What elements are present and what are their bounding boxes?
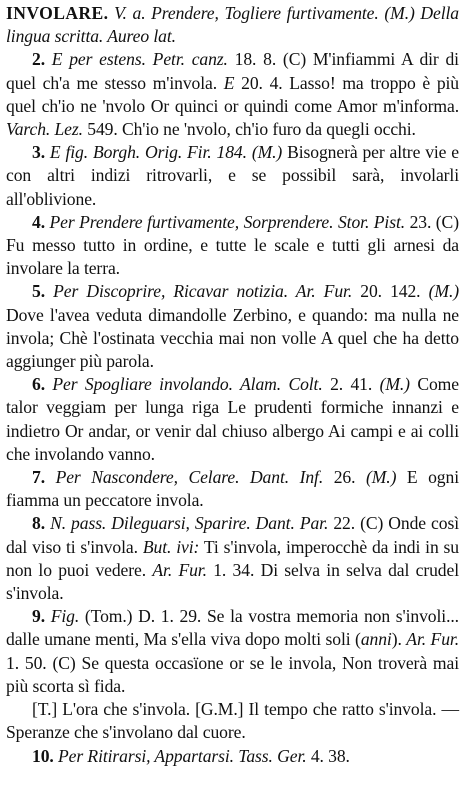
sense-text: E ogni fiamma un peccatore invola. [6, 467, 459, 511]
sense-citation: 26. [333, 467, 356, 488]
note-text: [T.] L'ora che s'invola. [G.M.] Il tempo che ratto s'invola. — Speranze che s'involano dal cuore. [6, 699, 459, 743]
sense-label: E fig. Borgh. Orig. Fir. [49, 142, 212, 163]
sense-label: Per Discoprire, Ricavar notizia. Ar. Fur. [53, 281, 353, 302]
sense-text: Ti s'invola, imperocchè da indi in su non lo puoi vedere. [6, 536, 460, 580]
sense-text: (Tom.) D. 1. 29. Se la vostra memoria non s'involi... dalle umane menti, Ma s'ella viva dopo molti soli ( [6, 606, 459, 650]
sense-7 [6, 466, 459, 512]
sense-text: ). [391, 629, 402, 650]
sense-number: 10. [32, 745, 54, 766]
sense-text: 22. (C) Onde così dal viso ti s'invola. [6, 513, 459, 557]
sense-label: Per Spogliare involando. Alam. Colt. [52, 374, 323, 395]
sense-source: (M.) [428, 281, 459, 302]
headword: INVOLARE. [6, 3, 109, 23]
sense-source: (M.) [379, 374, 410, 395]
sense-citation: But. ivi: [142, 536, 200, 557]
sense-text: Bisognerà per altre vie e con altri indizi ritrovarli, e se possibil sarà, involarli all'oblivione. [6, 142, 459, 209]
sense-citation: E [223, 72, 235, 93]
sense-3 [6, 141, 459, 211]
sense-text: 18. 8. (C) M'infiammi A dir di quel ch'a me stesso m'invola. [6, 49, 459, 93]
sense-source: (M.) [365, 467, 397, 488]
sense-8 [6, 512, 459, 605]
sense-text: Dove l'avea veduta dimandolle Zerbino, e quando: ma nulla ne invola; Chè l'ostinata vecchia mai non volle A quel che ha detto aggiunger più parola. [6, 304, 459, 372]
sense-5 [6, 280, 459, 373]
sense-number: 9. [32, 606, 45, 627]
sense-number: 3. [32, 142, 45, 163]
sense-number: 7. [32, 467, 45, 488]
editor-note [6, 698, 459, 744]
sense-citation: 2. 41. [330, 374, 373, 395]
sense-citation: 184. [216, 142, 247, 163]
sense-citation: 4. 38. [310, 745, 350, 766]
entry-headword-paragraph [6, 2, 459, 48]
sense-text: 20. 4. Lasso! ma troppo è più quel ch'io ne 'nvolo Or quinci or quindi come Amor m'informa. [6, 72, 459, 116]
sense-citation: Ar. Fur. [152, 559, 207, 580]
sense-text: 23. (C) Fu messo tutto in ordine, e tutte le scale e tutti gli arnesi da involare la terra. [6, 211, 459, 279]
sense-number: 8. [32, 513, 45, 534]
sense-citation: Ar. Fur. [406, 629, 459, 650]
sense-label: N. pass. Dileguarsi, Sparire. Dant. Par. [50, 513, 329, 534]
sense-citation: Varch. Lez. [6, 119, 83, 140]
sense-source: (M.) [251, 142, 283, 163]
sense-text: Come talor veggiam per lunga riga Le prudenti formiche innanzi e indietro Or andar, or venir dal chiuso albergo Ai campi e ai colli che involando vanno. [6, 374, 459, 464]
sense-gloss: anni [360, 629, 392, 650]
sense-2 [6, 48, 459, 141]
sense-label: E per estens. Petr. canz. [51, 49, 228, 70]
entry-definition: V. a. Prendere, Togliere furtivamente. [114, 3, 379, 23]
sense-label: Per Ritirarsi, Appartarsi. Tass. Ger. [58, 745, 307, 766]
sense-citation: 20. 142. [360, 281, 421, 302]
sense-6 [6, 373, 459, 466]
sense-9 [6, 605, 459, 698]
entry-source: (M.) Della lingua scritta. Aureo lat. [6, 3, 459, 47]
sense-text: 549. Ch'io ne 'nvolo, ch'io furo da quegli occhi. [87, 119, 416, 140]
sense-label: Per Prendere furtivamente, Sorprendere. Stor. Pist. [49, 211, 406, 232]
sense-text: 1. 50. (C) Se questa occasïone or se le invola, Non troverà mai più scorta sì fida. [6, 652, 459, 696]
sense-label: Fig. [50, 606, 80, 627]
sense-number: 5. [32, 281, 45, 302]
sense-text: 1. 34. Di selva in selva dal crudel s'invola. [6, 559, 459, 604]
sense-label: Per Nascondere, Celare. Dant. Inf. [55, 467, 324, 488]
sense-number: 4. [32, 211, 45, 232]
sense-number: 6. [32, 374, 45, 395]
sense-4 [6, 211, 459, 281]
sense-10 [6, 745, 459, 768]
sense-number: 2. [32, 49, 45, 70]
